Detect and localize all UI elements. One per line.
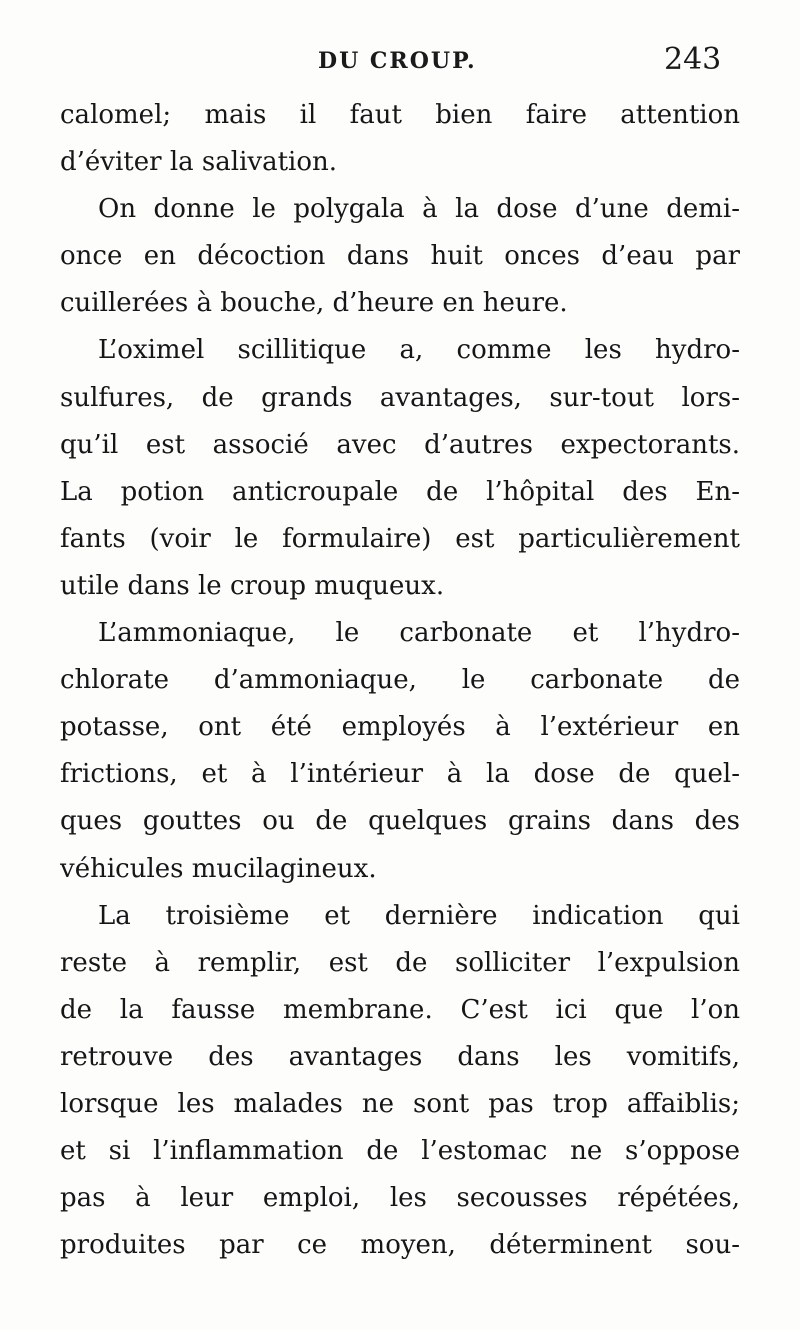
text-line: utile dans le croup muqueux.	[60, 570, 445, 601]
text-line: once en décoction dans huit onces d’eau par	[60, 241, 740, 272]
text-line: L’ammoniaque, le carbonate et l’hydro-	[98, 618, 740, 649]
body-text	[60, 92, 740, 1269]
text-line: calomel; mais il faut bien faire attention	[60, 100, 740, 130]
text-line: On donne le polygala à la dose d’une demi-	[98, 194, 740, 225]
text-line: qu’il est associé avec d’autres expectorants.	[60, 429, 740, 460]
text-line: L’oximel scillitique a, comme les hydro-	[98, 335, 740, 366]
text-line: potasse, ont été employés à l’extérieur en	[60, 712, 740, 743]
text-line: La troisième et dernière indication qui	[98, 900, 740, 931]
running-title: DU CROUP.	[318, 48, 477, 74]
text-line: ques gouttes ou de quelques grains dans des	[60, 806, 740, 837]
text-line: chlorate d’ammoniaque, le carbonate de	[60, 665, 740, 696]
text-line: fants (voir le formulaire) est particulièrement	[60, 523, 740, 554]
text-line: retrouve des avantages dans les vomitifs,	[60, 1041, 740, 1072]
page-header	[0, 42, 800, 82]
text-line: frictions, et à l’intérieur à la dose de quel-	[60, 759, 740, 790]
text-line: d’éviter la salivation.	[60, 147, 337, 178]
text-line: La potion anticroupale de l’hôpital des En-	[60, 476, 740, 507]
page-number: 243	[664, 42, 722, 77]
text-line: reste à remplir, est de solliciter l’expulsion	[60, 947, 740, 978]
text-line: et si l’inflammation de l’estomac ne s’oppose	[60, 1136, 740, 1167]
text-line: lorsque les malades ne sont pas trop affaiblis;	[60, 1088, 740, 1119]
text-line: cuillerées à bouche, d’heure en heure.	[60, 288, 568, 319]
text-line: pas à leur emploi, les secousses répétées,	[60, 1183, 740, 1214]
text-line: produites par ce moyen, déterminent sou-	[60, 1230, 740, 1261]
text-line: sulfures, de grands avantages, sur-tout lors-	[60, 382, 740, 413]
text-line: véhicules mucilagineux.	[60, 853, 377, 884]
text-line: de la fausse membrane. C’est ici que l’on	[60, 994, 740, 1025]
